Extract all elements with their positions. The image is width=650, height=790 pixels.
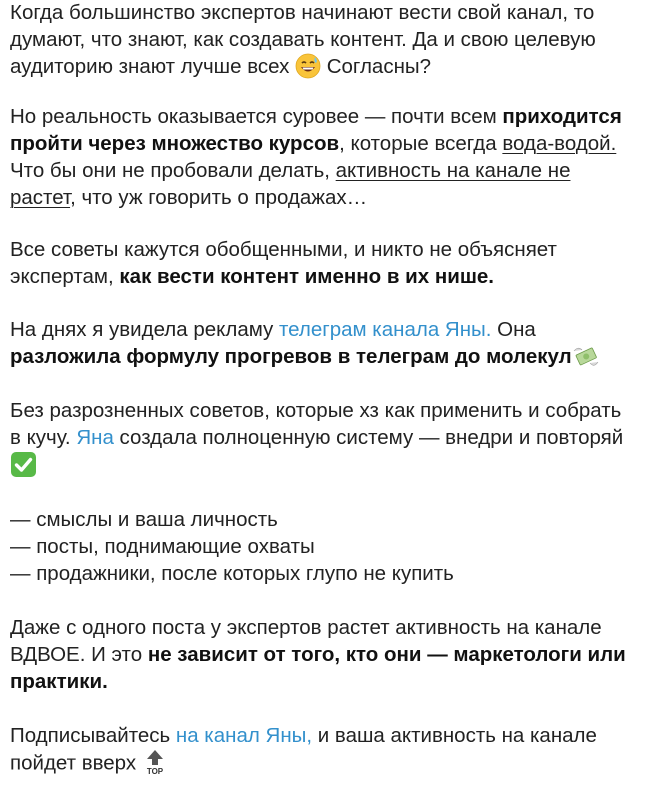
text-line: Когда большинство экспертов начинают вести свой канал, то	[10, 1, 595, 24]
text-line: пойдет вверх TOP	[10, 750, 168, 777]
text-line: аудиторию знают лучше всех Согласны?	[10, 54, 431, 81]
list-item: — смыслы и ваша личность	[10, 508, 278, 531]
text-line: Но реальность оказывается суровее — почти всем приходится	[10, 105, 622, 128]
underlined-text: вода-водой.	[502, 132, 617, 155]
money-with-wings-emoji-icon	[572, 343, 600, 369]
channel-link[interactable]: телеграм канала Яны.	[279, 318, 492, 341]
text-line	[10, 453, 37, 480]
text-line: в кучу. Яна создала полноценную систему — внедри и повторяй	[10, 426, 624, 449]
text-line: практики.	[10, 670, 108, 693]
text-line: экспертам, как вести контент именно в их нише.	[10, 265, 495, 288]
top-arrow-emoji-icon	[142, 748, 168, 776]
text-line: Что бы они не пробовали делать, активность на канале не	[10, 159, 571, 182]
top-label: TOP	[146, 767, 163, 776]
underlined-text: активность на канале не	[335, 159, 571, 182]
text-line: думают, что знают, как создавать контент. Да и свою целевую	[10, 28, 596, 51]
text-line: разложила формулу прогревов в телеграм до молекул	[10, 344, 600, 371]
text-line: Даже с одного поста у экспертов растет активность на канале	[10, 616, 602, 639]
grinning-sweat-emoji-icon	[295, 53, 321, 79]
yana-link[interactable]: Яна	[76, 426, 114, 449]
list-item: — продажники, после которых глупо не купить	[10, 562, 454, 585]
text-line: Подписывайтесь на канал Яны, и ваша активность на канале	[10, 724, 597, 747]
check-mark-button-emoji-icon	[10, 451, 37, 478]
underlined-text: растет	[10, 186, 71, 209]
text-line: растет, что уж говорить о продажах…	[10, 186, 368, 209]
text-line: ВДВОЕ. И это не зависит от того, кто они — маркетологи или	[10, 643, 626, 666]
channel-link[interactable]: на канал Яны,	[175, 724, 313, 747]
text-line: Все советы кажутся обобщенными, и никто не объясняет	[10, 238, 557, 261]
text-line: На днях я увидела рекламу телеграм канала Яны. Она	[10, 318, 536, 341]
text-line: пройти через множество курсов, которые всегда вода-водой.	[10, 132, 617, 155]
list-item: — посты, поднимающие охваты	[10, 535, 315, 558]
text-line: Без разрозненных советов, которые хз как применить и собрать	[10, 399, 622, 422]
